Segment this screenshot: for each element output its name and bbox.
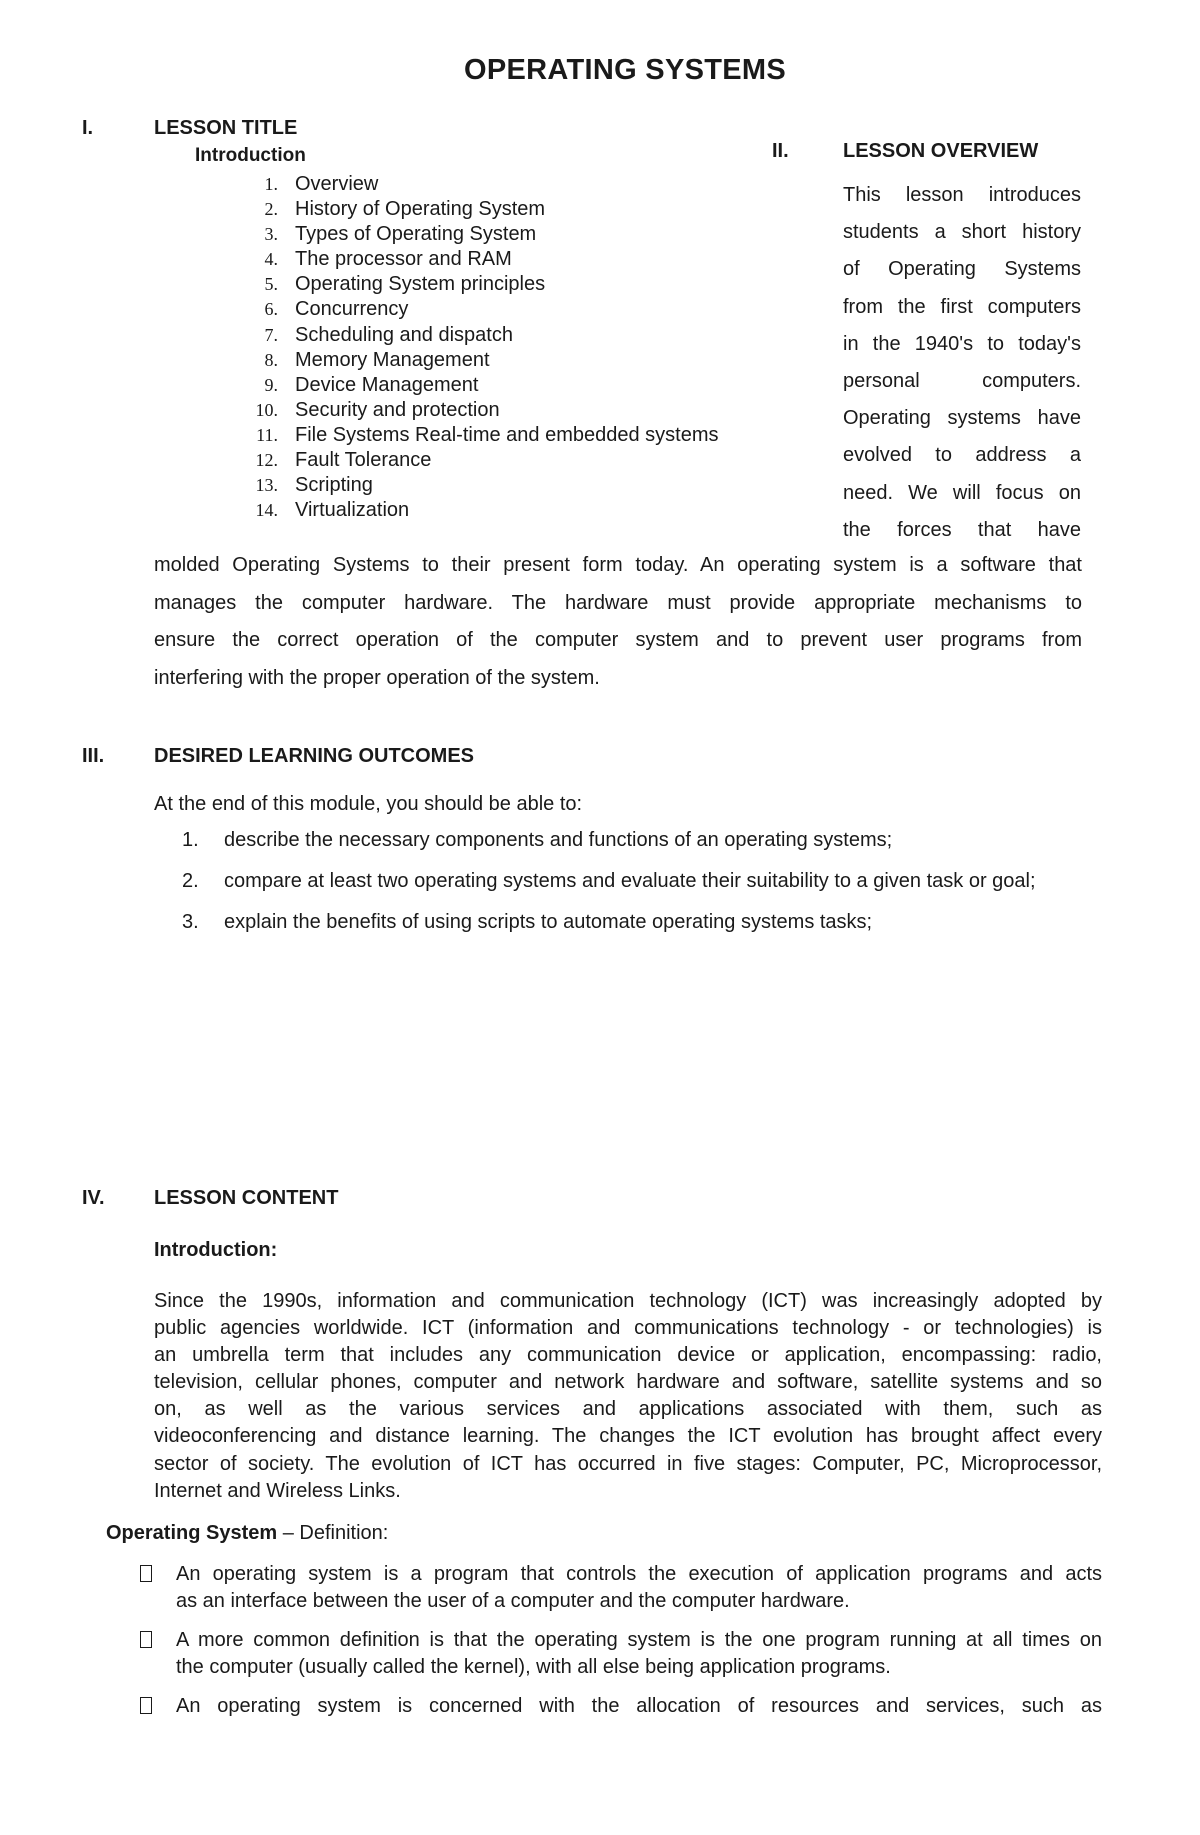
os-definition-label: – Definition: [277,1522,389,1544]
section-1-subheading: Introduction [195,145,306,166]
text-line: An operating system is concerned with the allocation of resources and services, such as [176,1695,1102,1717]
list-item-number: 7. [264,324,278,345]
bullet-box-icon [140,1631,152,1648]
text-line: This lesson introduces [843,184,1081,206]
text-line: interfering with the proper operation of the system. [154,666,600,689]
list-item-text: Types of Operating System [295,223,537,246]
list-item-number: 3. [182,911,199,933]
list-item-number: 14. [255,500,278,521]
text-line: sector of society. The evolution of ICT has occurred in five stages: Computer, PC, Microprocessor, [154,1452,1102,1475]
text-line: evolved to address a [843,444,1081,467]
section-2-number: II. [772,140,789,162]
list-item-number: 11. [256,424,278,445]
list-item-number: 4. [264,249,278,270]
overview-column-text [843,177,1081,549]
section-1-heading: LESSON TITLE [154,117,298,139]
section-3-number: III. [82,745,105,767]
section-4-number: IV. [82,1187,105,1209]
text-line: A more common definition is that the operating system is the one program running at all times on [176,1629,1102,1651]
text-line: television, cellular phones, computer and network hardware and software, satellite systems and so [154,1371,1102,1394]
list-item-number: 5. [264,274,278,295]
list-item-text: Device Management [295,373,479,396]
outcomes-intro: At the end of this module, you should be able to: [154,793,583,815]
introduction-paragraph [154,1288,1102,1505]
text-line: Since the 1990s, information and communication technology (ICT) was increasingly adopted by [154,1290,1102,1312]
list-item-number: 9. [264,374,278,395]
document-title: OPERATING SYSTEMS [464,54,786,86]
text-line: on, as well as the various services and applications associated with them, such as [154,1398,1102,1421]
text-line: as an interface between the user of a computer and the computer hardware. [176,1590,850,1612]
list-item-text: Fault Tolerance [295,449,432,472]
text-line: ensure the correct operation of the computer system and to prevent user programs from [154,629,1082,651]
list-item-text: Memory Management [295,348,490,371]
list-item-text: Security and protection [295,398,500,421]
list-item-text: The processor and RAM [295,248,512,271]
list-item-number: 3. [264,224,278,245]
list-item-number: 10. [255,399,278,420]
text-line: in the 1940's to today's [843,332,1081,355]
os-definition-heading [106,1522,388,1545]
text-line: An operating system is a program that controls the execution of application programs and acts [176,1563,1102,1585]
list-item-text: Virtualization [295,499,410,522]
text-line: the computer (usually called the kernel), with all else being application programs. [176,1656,891,1678]
os-term: Operating System [106,1522,278,1544]
text-line: videoconferencing and distance learning. The changes the ICT evolution has brought affect every [154,1425,1102,1448]
text-line: students a short history [843,221,1081,244]
list-item-text: Overview [295,173,379,195]
list-item-number: 2. [264,199,278,220]
section-1-number: I. [82,117,94,139]
list-item-text: compare at least two operating systems and evaluate their suitability to a given task or goal; [224,870,1036,892]
list-item [140,1561,1102,1615]
list-item-number: 1. [264,174,278,194]
list-item-text: History of Operating System [295,198,546,221]
text-line: an umbrella term that includes any communication device or application, encompassing: radio, [154,1344,1102,1367]
list-item [140,1627,1102,1681]
definition-bullet-list [140,1561,1102,1732]
list-item [140,1693,1102,1720]
text-line: molded Operating Systems to their present form today. An operating system is a software that [154,554,1082,576]
text-line: public agencies worldwide. ICT (information and communications technology - or technologies) is [154,1317,1102,1340]
list-item-text: explain the benefits of using scripts to automate operating systems tasks; [224,911,873,933]
section-4-heading: LESSON CONTENT [154,1187,339,1209]
section-3-heading: DESIRED LEARNING OUTCOMES [154,745,475,767]
text-line: the forces that have [843,518,1081,541]
bullet-box-icon [140,1565,152,1582]
text-line: personal computers. [843,369,1081,392]
list-item-number: 8. [264,349,278,370]
list-item-number: 13. [255,475,278,496]
text-line: of Operating Systems [843,258,1081,281]
list-item-number: 6. [264,299,278,320]
text-line: need. We will focus on [843,481,1081,504]
overview-paragraph [154,547,1082,697]
text-line: manages the computer hardware. The hardware must provide appropriate mechanisms to [154,591,1082,614]
list-item-number: 1. [182,829,199,851]
list-item-text: Concurrency [295,298,409,321]
text-line: Internet and Wireless Links. [154,1479,401,1502]
list-item-text: describe the necessary components and functions of an operating systems; [224,829,893,851]
list-item-text: File Systems Real-time and embedded systems [295,423,719,446]
list-item-number: 12. [255,450,278,471]
section-4-subheading: Introduction: [154,1239,278,1261]
list-item-text: Scripting [295,474,373,497]
text-line: Operating systems have [843,407,1081,430]
text-line: from the first computers [843,295,1081,318]
section-2-heading: LESSON OVERVIEW [843,140,1039,162]
list-item-number: 2. [182,870,199,892]
list-item-text: Scheduling and dispatch [295,323,513,346]
bullet-box-icon [140,1697,152,1714]
list-item-text: Operating System principles [295,273,546,296]
